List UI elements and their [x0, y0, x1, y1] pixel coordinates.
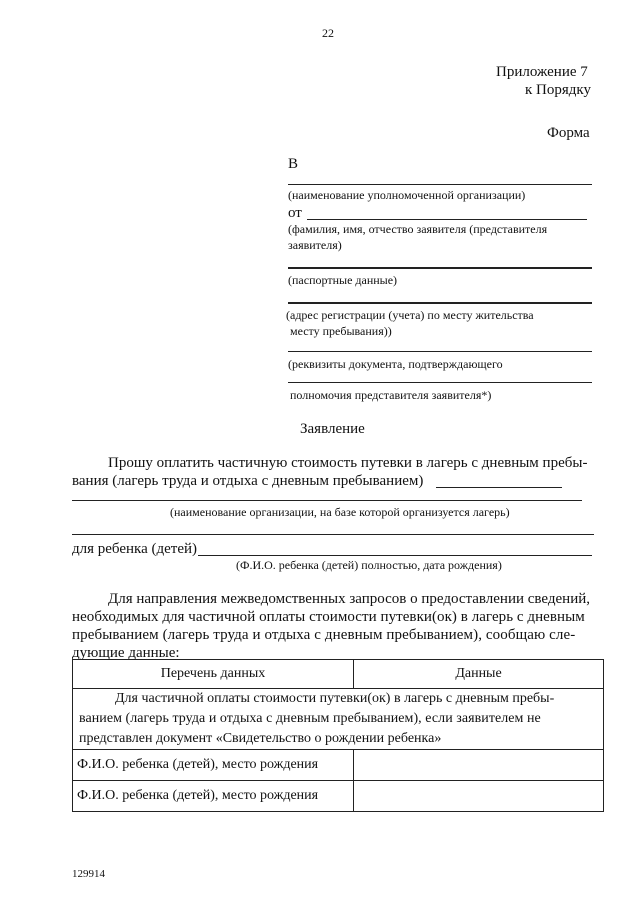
org-name-caption: (наименование организации, на базе которой организуется лагерь) [170, 505, 510, 519]
org-extra-line [72, 534, 594, 535]
page-number: 22 [322, 26, 334, 40]
info-line-3: пребыванием (лагерь труда и отдыха с дневным пребыванием), сообщаю сле- [72, 627, 576, 643]
passport-line [288, 267, 592, 269]
col-header-list: Перечень данных [73, 660, 354, 689]
document-line [288, 351, 592, 352]
row-value-field[interactable] [354, 750, 604, 781]
org-caption: (наименование уполномоченной организации) [288, 188, 526, 202]
footer-code: 129914 [72, 868, 105, 880]
order-label: к Порядку [525, 82, 591, 98]
col-header-data: Данные [354, 660, 604, 689]
request-line-1: Прошу оплатить частичную стоимость путевки в лагерь с дневным пребы- [108, 455, 588, 471]
table-row [73, 781, 604, 812]
info-line-2: необходимых для частичной оплаты стоимости путевки(ок) в лагерь с дневным [72, 609, 585, 625]
to-label: В [288, 156, 299, 172]
address-line [288, 302, 592, 304]
child-caption: (Ф.И.О. ребенка (детей) полностью, дата рождения) [236, 558, 502, 572]
table-row [73, 750, 604, 781]
from-line [307, 219, 587, 220]
span-text-2: ванием (лагерь труда и отдыха с дневным пребыванием), если заявителем не [79, 711, 541, 726]
span-cell [73, 689, 604, 750]
document-caption-2: полномочия представителя заявителя*) [290, 388, 492, 402]
from-label: от [288, 205, 302, 221]
child-label: для ребенка (детей) [72, 541, 198, 557]
span-text-3: представлен документ «Свидетельство о рождении ребенка» [79, 731, 442, 746]
document-title: Заявление [300, 421, 365, 437]
passport-caption: (паспортные данные) [288, 273, 398, 287]
table-span-row [73, 689, 604, 750]
info-line-4: дующие данные: [72, 645, 180, 661]
document-caption-1: (реквизиты документа, подтверждающего [288, 357, 503, 371]
span-text-1: Для частичной оплаты стоимости путевки(ок) в лагерь с дневным пребы- [115, 691, 555, 706]
applicant-caption-1: (фамилия, имя, отчество заявителя (представителя [288, 222, 548, 236]
table-header-row [73, 660, 604, 689]
address-caption-2: месту пребывания)) [290, 324, 392, 338]
child-line [198, 555, 592, 556]
authority-line [288, 382, 592, 383]
row-label: Ф.И.О. ребенка (детей), место рождения [73, 750, 354, 781]
data-table [72, 659, 604, 812]
row-label: Ф.И.О. ребенка (детей), место рождения [73, 781, 354, 812]
org-line [288, 184, 592, 185]
org-name-line [72, 500, 582, 501]
applicant-caption-2: заявителя) [288, 238, 342, 252]
org-fill-line [436, 487, 562, 488]
row-value-field[interactable] [354, 781, 604, 812]
request-line-2: вания (лагерь труда и отдыха с дневным пребыванием) [72, 473, 424, 489]
info-line-1: Для направления межведомственных запросов о предоставлении сведений, [108, 591, 590, 607]
appendix-label: Приложение 7 [496, 64, 588, 80]
address-caption-1: (адрес регистрации (учета) по месту жительства [286, 308, 534, 322]
form-label: Форма [547, 125, 590, 141]
